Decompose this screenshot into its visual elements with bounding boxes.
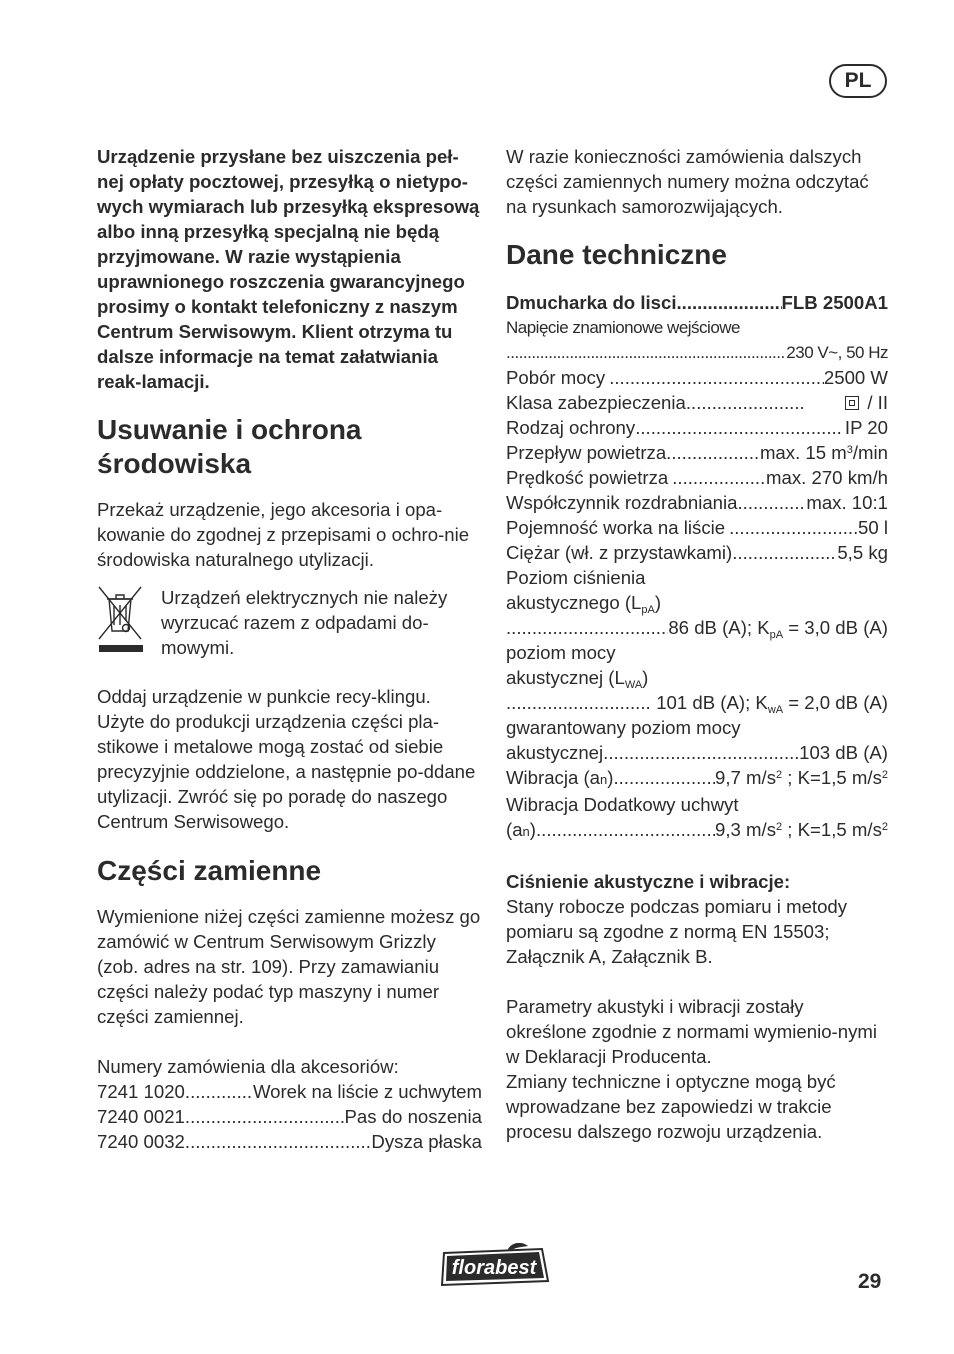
page-number: 29 <box>858 1270 882 1293</box>
accessory-number: 7240 0032 <box>97 1131 185 1152</box>
spec-spl-label: Poziom ciśnienia <box>506 567 646 588</box>
protection-class-icon <box>845 396 859 410</box>
warranty-text: Urządzenie przysłane bez uiszczenia peł-nej opłaty pocztowej, przesyłką o nietypo-wych wymiarach lub przesyłką ekspresową albo inną przesyłką specjalną nie będą przyjmowane. W razie wystąpienia uprawnionego roszczenia gwarancyjnego prosimy o kontakt telefoniczny z naszym Centrum Serwisowym. Klient otrzyma tu dalsze informacje na temat załatwiania reak-lamacji. <box>97 146 480 392</box>
changes-text: Zmiany techniczne i optyczne mogą być wprowadzane bez zapowiedzi w trakcie procesu dalszego rozwoju urządzenia. <box>506 1071 836 1142</box>
accessories-list-title: Numery zamówienia dla akcesoriów: <box>97 1056 399 1077</box>
spec-spl: ..... 86 dB (A); $K_{pA} = 3,0$ dB (A) <box>506 615 888 640</box>
accessory-name: Pas do noszenia <box>344 1106 482 1127</box>
spec-guaranteed: akustycznej ..... 103 dB (A) <box>506 740 888 765</box>
accessory-number: 7241 1020 <box>97 1081 185 1102</box>
spec-pwl-label2: akustycznej $(L_{WA})$ <box>506 667 649 691</box>
spare-parts-intro: Wymienione niżej części zamienne możesz go zamówić w Centrum Serwisowym Grizzly (zob. adres na str. 109). Przy zamawianiu części należy podać typ maszyny i numer części zamiennej. <box>97 906 481 1027</box>
spec-class: Klasa zabezpieczenia ..... / II <box>506 390 888 415</box>
spec-product: Dmucharka do lisci ..... FLB 2500A1 <box>506 290 888 315</box>
params-text: Parametry akustyki i wibracji zostały określone zgodnie z normami wymienio-nymi w Deklaracji Producenta. <box>506 996 877 1067</box>
spec-vibration: Wibracja (an) ..... 9,7 $m/s^2$ ; K=1,5 $m/s^2$ <box>506 765 888 792</box>
spare-parts-heading: Części zamienne <box>97 855 322 886</box>
noise-text: Stany robocze podczas pomiaru i metody pomiaru są zgodne z normą EN 15503; Załącznik A, Załącznik B. <box>506 896 848 967</box>
spec-pwl: ..... 101 dB (A); $K_{wA} = 2,0$ dB (A) <box>506 690 888 715</box>
spec-guaranteed-label: gwarantowany poziom mocy <box>506 717 741 738</box>
spec-airflow: Przepływ powietrza ..... max. 15 $m^3/\min$ <box>506 440 888 465</box>
spec-weight: Ciężar (wł. z przystawkami) ..... 5,5 kg <box>506 540 888 565</box>
left-column <box>97 144 482 1154</box>
tech-data-heading: Dane techniczne <box>506 239 727 270</box>
spec-voltage: ..... 230 V~, 50 Hz <box>506 340 888 365</box>
florabest-logo <box>438 1243 551 1289</box>
spec-airspeed: Prędkość powietrza ..... max. 270 km/h <box>506 465 888 490</box>
accessory-name: Worek na liście z uchwytem <box>252 1081 482 1102</box>
right-column <box>506 144 888 1144</box>
weee-text: Urządzeń elektrycznych nie należy wyrzucać razem z odpadami do-mowymi. <box>161 587 448 658</box>
weee-notice <box>97 585 482 660</box>
disposal-heading: Usuwanie i ochrona środowiska <box>97 414 362 479</box>
spec-voltage-label: Napięcie znamionowe wejściowe <box>506 318 741 337</box>
spec-ip: Rodzaj ochrony ..... IP 20 <box>506 415 888 440</box>
crossed-bin-icon <box>97 585 149 655</box>
accessory-row <box>97 1079 482 1104</box>
accessory-number: 7240 0021 <box>97 1106 185 1127</box>
accessory-row <box>97 1129 482 1154</box>
spec-bag: Pojemność worka na liście ..... 50 l <box>506 515 888 540</box>
spec-vibration2-label: Wibracja Dodatkowy uchwyt <box>506 794 739 815</box>
accessory-row <box>97 1104 482 1129</box>
accessory-name: Dysza płaska <box>371 1131 482 1152</box>
spec-vibration2: (an) ..... 9,3 $m/s^2$ ; K=1,5 $m/s^2$ <box>506 817 888 844</box>
disposal-intro: Przekaż urządzenie, jego akcesoria i opa-kowanie do zgodnej z przepisami o ochro-nie środowiska naturalnego utylizacji. <box>97 499 470 570</box>
tech-specs <box>506 290 888 844</box>
spec-pwl-label: poziom mocy <box>506 642 616 663</box>
recycling-text: Oddaj urządzenie w punkcie recy-klingu. Użyte do produkcji urządzenia części pla-stikowe i metalowe mogą zostać od siebie precyzyjnie oddzielone, a następnie po-ddane utylizacji. Zwróć się po poradę do naszego Centrum Serwisowego. <box>97 686 476 832</box>
spec-spl-label2: akustycznego $(L_{pA})$ <box>506 592 662 616</box>
further-parts-text: W razie konieczności zamówienia dalszych części zamiennych numery można odczytać na rysunkach samorozwijających. <box>506 146 869 217</box>
noise-heading: Ciśnienie akustyczne i wibracje: <box>506 871 791 892</box>
spec-power: Pobór mocy ..... 2500 W <box>506 365 888 390</box>
svg-text:florabest: florabest <box>451 1257 537 1279</box>
language-badge: PL <box>829 64 887 98</box>
spec-shredding: Współczynnik rozdrabniania ..... max. 10:1 <box>506 490 888 515</box>
